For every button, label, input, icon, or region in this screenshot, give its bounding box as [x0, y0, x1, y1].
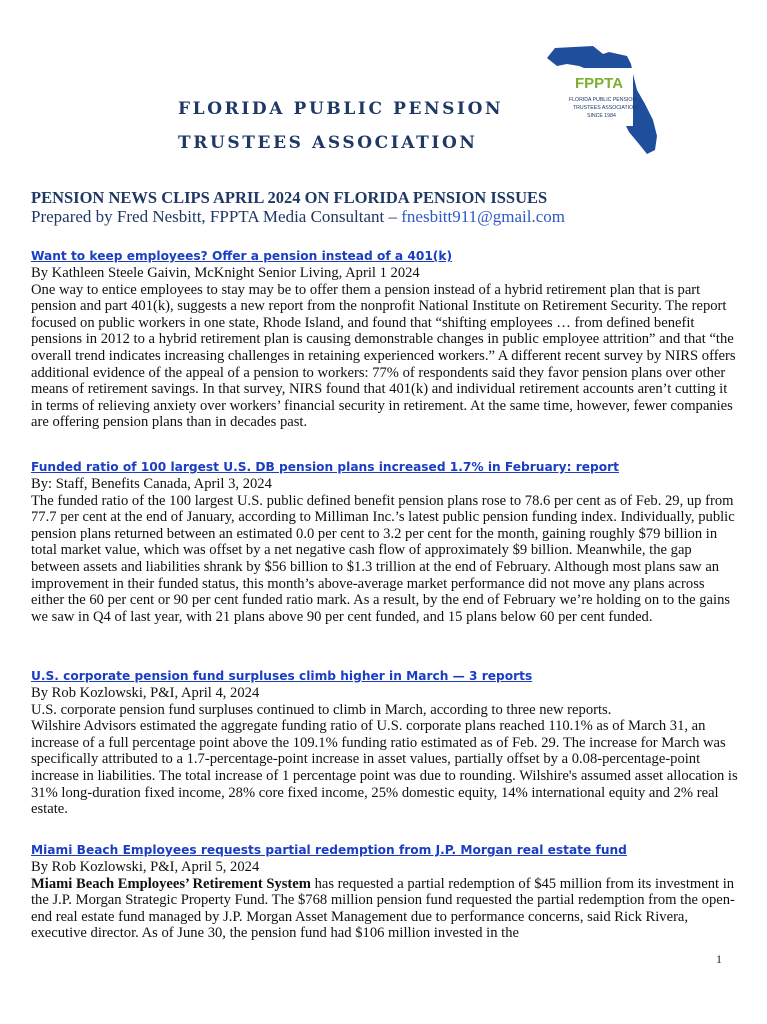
logo-line1: FLORIDA PUBLIC PENSION: [569, 97, 637, 103]
article-1-body: [31, 282, 739, 431]
article-1-byline: By Kathleen Steele Gaivin, McKnight Senior Living, April 1 2024: [31, 265, 420, 281]
article-3: [31, 667, 739, 818]
logo-acronym: FPPTA: [575, 75, 624, 92]
article-2-headline-link[interactable]: Funded ratio of 100 largest U.S. DB pension plans increased 1.7% in February: report: [31, 460, 619, 474]
article-1-paragraph: One way to entice employees to stay may be to offer them a pension instead of a hybrid retirement plan that is part pension and part 401(k), suggests a new report from the nonprofit National Institute on Retirement Security. The report focused on public workers in one state, Rhode Island, and found that “shifting employees … from defined benefit pensions in 2012 to a hybrid retirement plan is causing demonstrable changes in public employee attrition” and that “the overall trend indicates increasing challenges in retaining experienced workers.” A different recent survey by NIRS offers additional evidence of the appeal of a pension to workers: 77% of respondents said they favor pension plans over other means of retirement savings. In that survey, NIRS found that 401(k) and individual retirement accounts aren’t cutting it in terms of relieving anxiety over workers’ financial security in retirement. At the same time, however, fewer companies are offering pension plans than in decades past.: [31, 281, 736, 431]
article-3-byline: By Rob Kozlowski, P&I, April 4, 2024: [31, 685, 260, 701]
article-4-byline: By Rob Kozlowski, P&I, April 5, 2024: [31, 859, 260, 875]
consultant-email-link[interactable]: fnesbitt911@gmail.com: [401, 207, 566, 226]
logo-line3: SINCE 1984: [587, 113, 616, 119]
article-4-lead-bold: Miami Beach Employees’ Retirement System: [31, 875, 311, 892]
article-3-paragraph-2: Wilshire Advisors estimated the aggregate funding ratio of U.S. corporate plans reached 110.1% as of March 31, an increase of a full percentage point above the 109.1% funding ratio estimated as of Feb. 29. The increase for March was specifically attributed to a 1.7-percentage-point increase in asset values, partially offset by a 0.08-percentage-point increase in liabilities. The total increase of 1 percentage point was due to rounding. Wilshire's assumed asset allocation is 31% long-duration fixed income, 28% core fixed income, 25% domestic equity, 14% international equity and 2% real estate.: [31, 718, 738, 818]
article-4-paragraph-text: has requested a partial redemption of $45 million from its investment in the J.P. Morgan Strategic Property Fund. The $768 million pension fund requested the partial redemption from the open-end real estate fund managed by J.P. Morgan Asset Management due to performance concerns, said Rick Rivera, executive director. As of June 30, the pension fund had $106 million invested in the: [31, 875, 735, 942]
org-title: [178, 92, 503, 160]
article-4-headline-link[interactable]: Miami Beach Employees requests partial redemption from J.P. Morgan real estate fund: [31, 843, 627, 857]
newsletter-title: PENSION NEWS CLIPS APRIL 2024 ON FLORIDA PENSION ISSUES: [31, 188, 548, 207]
prepared-by-text: Prepared by Fred Nesbitt, FPPTA Media Consultant –: [31, 207, 402, 226]
fppta-logo: [545, 44, 665, 156]
article-3-body: [31, 702, 739, 818]
logo-line2: TRUSTEES ASSOCIATION: [573, 105, 637, 111]
article-1-headline-link[interactable]: Want to keep employees? Offer a pension instead of a 401(k): [31, 249, 453, 263]
page-number: 1: [716, 952, 722, 966]
article-3-paragraph-1: U.S. corporate pension fund surpluses continued to climb in March, according to three new reports.: [31, 701, 612, 718]
article-4: [31, 841, 739, 942]
prepared-by: [31, 207, 565, 227]
article-4-paragraph: [31, 876, 739, 942]
article-2-byline: By: Staff, Benefits Canada, April 3, 2024: [31, 476, 272, 492]
article-4-body: [31, 876, 739, 942]
article-2-paragraph: The funded ratio of the 100 largest U.S. public defined benefit pension plans rose to 78.6 per cent as of Feb. 29, up from 77.7 per cent at the end of January, according to Milliman Inc.’s latest public pension funding index. Individually, public pension plans returned between an estimated 0.0 per cent to 3.2 per cent for the month, gaining roughly $79 billion in total market value, which was offset by a net negative cash flow of approximately $9 billion. Meanwhile, the gap between assets and liabilities shrank by $56 billion to $1.3 trillion at the end of February. Although most plans saw an improvement in their funded status, this month’s above-average market performance did not move any plans across either the 60 per cent or 90 per cent funded ratio mark. As a result, by the end of February we’re holding on to the gains we saw in Q4 of last year, with 21 plans above 90 per cent funded, and 15 plans below 60 per cent funded.: [31, 492, 735, 625]
article-1: [31, 247, 739, 431]
article-2-body: [31, 493, 739, 626]
article-3-headline-link[interactable]: U.S. corporate pension fund surpluses climb higher in March — 3 reports: [31, 669, 533, 683]
article-2: [31, 458, 739, 625]
org-title-line1: FLORIDA PUBLIC PENSION: [178, 99, 504, 119]
org-title-line2: TRUSTEES ASSOCIATION: [178, 133, 478, 153]
